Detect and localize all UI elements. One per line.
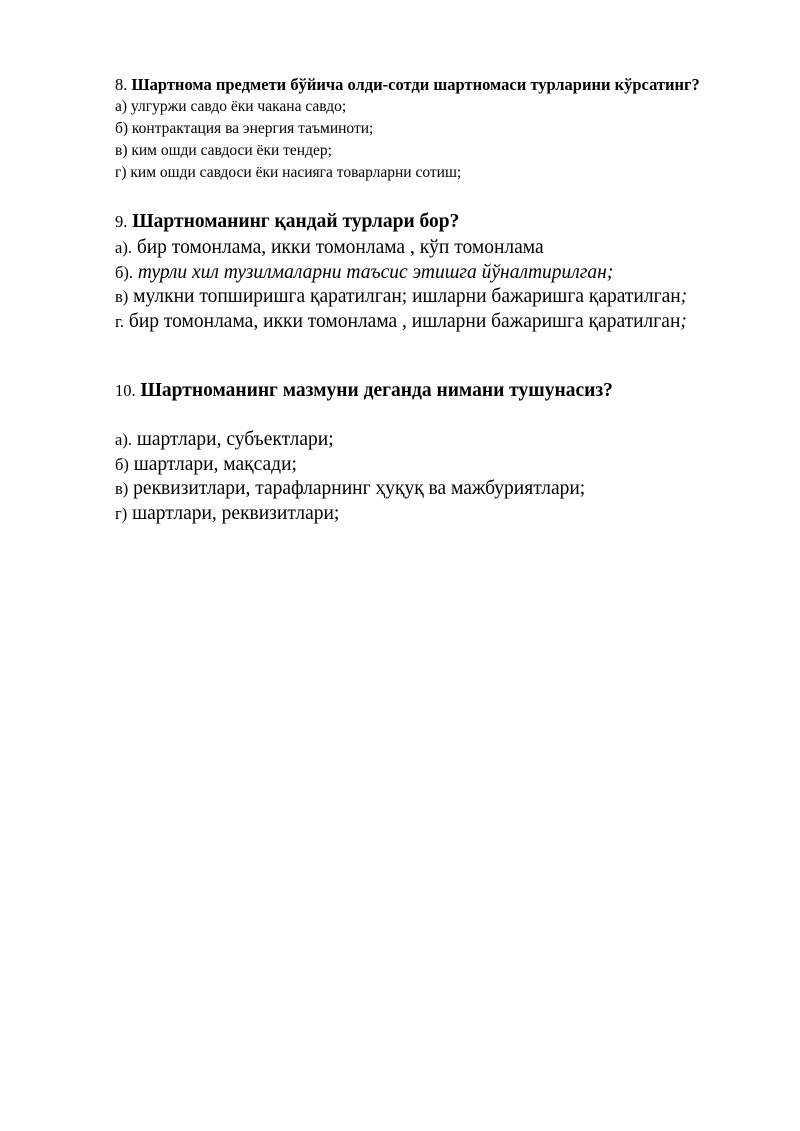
question-8-text: Шартнома предмети бўйича олди-сотди шартномаси турларини кўрсатинг? bbox=[131, 75, 700, 94]
question-9-option-a bbox=[115, 236, 743, 261]
question-10-option-b bbox=[115, 453, 743, 478]
question-10-option-d bbox=[115, 502, 743, 527]
question-10-option-a-text: шартлари, субъектлари; bbox=[136, 429, 334, 450]
question-10-heading bbox=[115, 378, 743, 404]
question-9-option-c-tail: ; bbox=[680, 286, 688, 307]
question-8-number: 8. bbox=[115, 75, 128, 94]
question-9-option-a-label: а). bbox=[115, 238, 132, 257]
question-8-options bbox=[115, 96, 743, 184]
question-9-option-d-tail: ; bbox=[680, 310, 687, 332]
question-9-option-c-text: мулкни топширишга қаратилган; ишларни бажаришга қаратилган bbox=[133, 286, 681, 307]
question-8 bbox=[115, 74, 743, 184]
question-9-option-a-text: бир томонлама, икки томонлама , кўп томонлама bbox=[136, 237, 544, 258]
question-9-option-c bbox=[115, 285, 743, 310]
question-9 bbox=[115, 209, 743, 334]
document-page bbox=[115, 74, 743, 526]
question-9-option-b bbox=[115, 261, 743, 286]
question-9-option-b-text: турли хил тузилмаларни таъсис этишга йўналтирилган; bbox=[137, 261, 614, 283]
question-8-heading bbox=[115, 74, 743, 95]
question-10-option-c bbox=[115, 477, 743, 502]
question-9-option-c-label: в) bbox=[115, 287, 129, 306]
question-9-option-d-label: г. bbox=[115, 311, 125, 331]
question-10-option-a-label: а). bbox=[115, 430, 132, 449]
question-10-option-b-label: б) bbox=[115, 454, 129, 474]
question-10-option-d-text: шартлари, реквизитлари; bbox=[132, 502, 340, 524]
question-10-number: 10. bbox=[115, 381, 136, 400]
question-10-option-d-label: г) bbox=[115, 503, 128, 523]
question-10-text: Шартноманинг мазмуни деганда нимани тушунасиз? bbox=[140, 380, 613, 401]
question-8-option-a: а) улгуржи савдо ёки чакана савдо; bbox=[115, 98, 347, 115]
question-9-option-d-text: бир томонлама, икки томонлама , ишларни бажаришга қаратилган bbox=[128, 310, 681, 332]
question-9-heading bbox=[115, 209, 743, 235]
question-8-option-d: г) ким ошди савдоси ёки насияга товарларни сотиш; bbox=[115, 164, 462, 181]
question-8-option-b: б) контрактация ва энергия таъминоти; bbox=[115, 120, 374, 137]
question-9-option-d bbox=[115, 310, 743, 335]
question-9-option-b-label: б). bbox=[115, 262, 134, 282]
question-10-option-c-label: в) bbox=[115, 479, 129, 498]
question-9-options bbox=[115, 236, 743, 334]
question-9-number: 9. bbox=[115, 212, 128, 231]
question-10-option-b-text: шартлари, мақсади; bbox=[133, 453, 297, 475]
question-9-text: Шартноманинг қандай турлари бор? bbox=[132, 211, 460, 232]
question-10-option-a bbox=[115, 428, 743, 453]
question-10-option-c-text: реквизитлари, тарафларнинг ҳуқуқ ва мажбуриятлари; bbox=[133, 478, 586, 499]
question-8-option-c: в) ким ошди савдоси ёки тендер; bbox=[115, 142, 332, 159]
question-10-options bbox=[115, 428, 743, 526]
question-10 bbox=[115, 378, 743, 526]
